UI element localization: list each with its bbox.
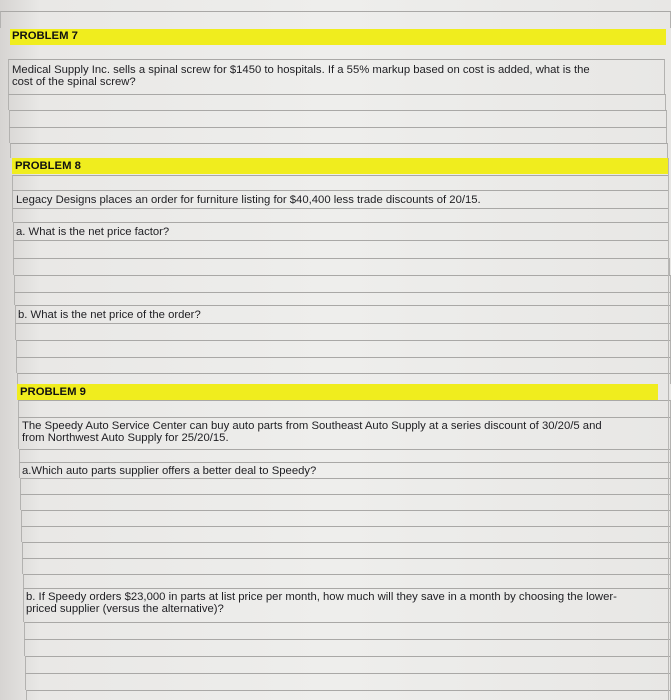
answer-row[interactable] [13, 240, 669, 258]
answer-row[interactable] [20, 494, 671, 510]
blank-row[interactable] [0, 11, 671, 28]
blank-row[interactable] [12, 208, 669, 222]
answer-row[interactable] [24, 622, 671, 639]
answer-row[interactable] [16, 340, 671, 357]
answer-row[interactable] [14, 292, 671, 305]
answer-row[interactable] [25, 656, 671, 673]
problem-9-statement-line-1: The Speedy Auto Service Center can buy auto parts from Southeast Auto Supply at a series discount of 30/20/5 and [22, 420, 602, 432]
problem-7-highlight [10, 29, 666, 45]
answer-row[interactable] [22, 558, 671, 574]
answer-row[interactable] [14, 275, 671, 292]
problem-7-text-line-1: Medical Supply Inc. sells a spinal screw for $1450 to hospitals. If a 55% markup based on cost is added, what is the [12, 64, 590, 76]
problem-9-part-a: a.Which auto parts supplier offers a better deal to Speedy? [22, 465, 317, 477]
problem-8-part-b: b. What is the net price of the order? [18, 309, 201, 321]
problem-9-part-b-line-2: priced supplier (versus the alternative)? [26, 603, 224, 615]
answer-row[interactable] [20, 478, 671, 494]
answer-row[interactable] [10, 143, 668, 158]
answer-row[interactable] [24, 639, 671, 656]
answer-row[interactable] [9, 110, 667, 127]
blank-row[interactable] [18, 400, 671, 417]
problem-7-title: PROBLEM 7 [12, 30, 78, 42]
problem-9-part-b-line-1: b. If Speedy orders $23,000 in parts at list price per month, how much will they save in a month by choosing the lower- [26, 591, 617, 603]
answer-row[interactable] [23, 574, 671, 588]
answer-row[interactable] [16, 357, 671, 373]
problem-9-statement-line-2: from Northwest Auto Supply for 25/20/15. [22, 432, 229, 444]
problem-8-highlight [12, 158, 668, 174]
answer-row[interactable] [25, 673, 671, 690]
problem-8-part-a: a. What is the net price factor? [16, 226, 170, 238]
blank-row[interactable] [12, 175, 669, 190]
answer-row[interactable] [9, 127, 667, 143]
answer-row[interactable] [21, 526, 671, 542]
answer-row[interactable] [26, 690, 671, 700]
answer-row[interactable] [13, 258, 670, 275]
problem-9-title: PROBLEM 9 [20, 386, 86, 398]
problem-7-text-line-2: cost of the spinal screw? [12, 76, 136, 88]
answer-row[interactable] [21, 510, 671, 526]
problem-8-title: PROBLEM 8 [15, 160, 81, 172]
answer-row[interactable] [15, 323, 671, 340]
answer-row[interactable] [8, 94, 666, 110]
problem-9-highlight [17, 384, 658, 400]
answer-row[interactable] [22, 542, 671, 558]
answer-row[interactable] [17, 373, 671, 384]
column-divider [668, 158, 669, 700]
blank-row[interactable] [19, 449, 671, 462]
problem-8-statement: Legacy Designs places an order for furniture listing for $40,400 less trade discounts of 20/15. [16, 194, 481, 206]
